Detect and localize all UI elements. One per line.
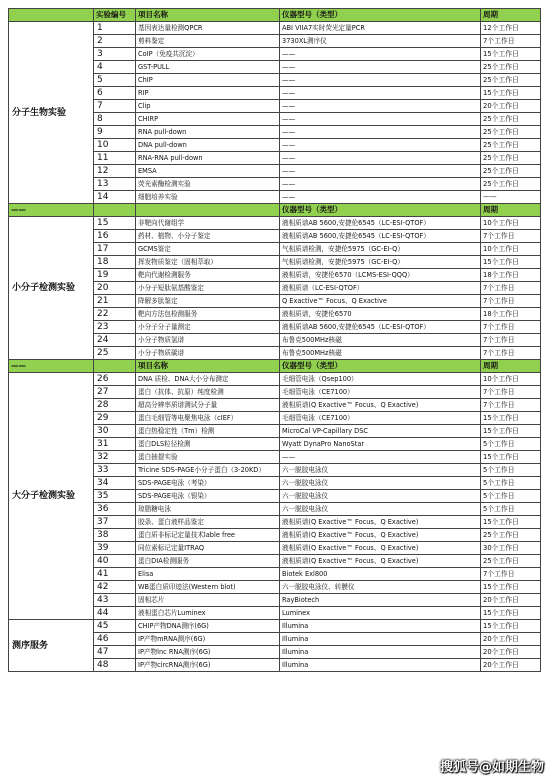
project-name: 靶向代谢检测服务 [136, 269, 280, 282]
project-name: 小分子物质氢谱 [136, 334, 280, 347]
instrument-model: MicroCal VP-Capillary DSC [280, 425, 481, 438]
period: 7个工作日 [481, 35, 541, 48]
instrument-model: —— [280, 113, 481, 126]
project-name: WB蛋白质印迹法(Western blot) [136, 581, 280, 594]
project-name: IP产物mRNA测序(6G) [136, 633, 280, 646]
project-name: DNA pull-down [136, 139, 280, 152]
experiment-number: 16 [94, 230, 136, 243]
watermark: 搜狐号@如期生物 [439, 760, 544, 775]
project-name: 蛋白（抗体、抗原）纯度检测 [136, 386, 280, 399]
instrument-model: 毛细管电泳（CE7100） [280, 412, 481, 425]
project-name: IP产物circRNA测序(6G) [136, 659, 280, 672]
period: 15个工作日 [481, 451, 541, 464]
period: 15个工作日 [481, 581, 541, 594]
experiment-number: 25 [94, 347, 136, 360]
section-header-period: 周期 [481, 204, 541, 217]
period: 10个工作日 [481, 243, 541, 256]
instrument-model: Biotek Exl800 [280, 568, 481, 581]
instrument-model: Wyatt DynaPro NanoStar [280, 438, 481, 451]
experiment-number: 11 [94, 152, 136, 165]
header-project: 项目名称 [136, 9, 280, 22]
period: 25个工作日 [481, 61, 541, 74]
period: 15个工作日 [481, 48, 541, 61]
table-header-row [9, 9, 541, 22]
instrument-model: 液相质谱(Q Exactive™ Focus、Q Exactive) [280, 399, 481, 412]
experiment-number: 24 [94, 334, 136, 347]
instrument-model: —— [280, 126, 481, 139]
project-name: 小分子分子量测定 [136, 321, 280, 334]
project-name: 胶条、蛋白液样品鉴定 [136, 516, 280, 529]
period: 15个工作日 [481, 87, 541, 100]
experiment-number: 36 [94, 503, 136, 516]
instrument-model: —— [280, 191, 481, 204]
period: 5个工作日 [481, 503, 541, 516]
experiment-number: 9 [94, 126, 136, 139]
instrument-model: 液相质谱(Q Exactive™ Focus、Q Exactive) [280, 516, 481, 529]
experiment-number: 30 [94, 425, 136, 438]
instrument-model: 气相质谱检测，安捷伦5975（GC-EI-Q） [280, 256, 481, 269]
experiment-number: 18 [94, 256, 136, 269]
experiment-number: 20 [94, 282, 136, 295]
header-instrument: 仪器型号（类型） [280, 9, 481, 22]
instrument-model: 液相质谱（LC-ESI-QTOF） [280, 282, 481, 295]
service-table [8, 8, 541, 672]
experiment-number: 5 [94, 74, 136, 87]
header-period: 周期 [481, 9, 541, 22]
experiment-number: 43 [94, 594, 136, 607]
project-name: 挥发物质鉴定（固相萃取） [136, 256, 280, 269]
instrument-model: 毛细管电泳（Qsep100） [280, 373, 481, 386]
project-name: 靶向方法包检测服务 [136, 308, 280, 321]
period: 15个工作日 [481, 256, 541, 269]
project-name: 琼脂糖电泳 [136, 503, 280, 516]
category-cell: 分子生物实验 [9, 22, 94, 204]
instrument-model: —— [280, 139, 481, 152]
project-name: 液相蛋白芯片Luminex [136, 607, 280, 620]
period: 18个工作日 [481, 308, 541, 321]
period: 18个工作日 [481, 269, 541, 282]
project-name: Tricine SDS-PAGE小分子蛋白（3-20KD） [136, 464, 280, 477]
table-row [9, 620, 541, 633]
experiment-number: 19 [94, 269, 136, 282]
instrument-model: 液相质谱，安捷伦6570（LCMS-ESI-QQQ） [280, 269, 481, 282]
experiment-number: 37 [94, 516, 136, 529]
project-name: 荧光素酶检测实验 [136, 178, 280, 191]
project-name: RNA-RNA pull-down [136, 152, 280, 165]
period: 15个工作日 [481, 607, 541, 620]
instrument-model: 液相质谱(Q Exactive™ Focus、Q Exactive) [280, 555, 481, 568]
period: 25个工作日 [481, 555, 541, 568]
project-name: ChIP [136, 74, 280, 87]
instrument-model: Illumina [280, 659, 481, 672]
project-name: 超高分辨率质谱测试分子量 [136, 399, 280, 412]
experiment-number: 34 [94, 477, 136, 490]
instrument-model: 六一脱胶电泳仪 [280, 490, 481, 503]
experiment-number: 46 [94, 633, 136, 646]
project-name: CoIP（免疫共沉淀） [136, 48, 280, 61]
period: 5个工作日 [481, 490, 541, 503]
experiment-number: 39 [94, 542, 136, 555]
instrument-model: 液相质谱(Q Exactive™ Focus、Q Exactive) [280, 529, 481, 542]
project-name: 基因表达量检测QPCR [136, 22, 280, 35]
section-header-row [9, 360, 541, 373]
instrument-model: —— [280, 61, 481, 74]
project-name: 小分子物质碳谱 [136, 347, 280, 360]
project-name: 药材、植物、小分子鉴定 [136, 230, 280, 243]
instrument-model: —— [280, 451, 481, 464]
experiment-number: 1 [94, 22, 136, 35]
table-row [9, 217, 541, 230]
project-name: 蛋白毛细管等电聚焦电泳（cIEF） [136, 412, 280, 425]
instrument-model: 液相质谱AB 5600,安捷伦6545（LC-ESI-QTOF） [280, 217, 481, 230]
period: 7个工作日 [481, 399, 541, 412]
experiment-number: 48 [94, 659, 136, 672]
category-cell: 测序服务 [9, 620, 94, 672]
instrument-model: 毛细管电泳（CE7100） [280, 386, 481, 399]
experiment-number: 6 [94, 87, 136, 100]
instrument-model: —— [280, 178, 481, 191]
category-cell: 大分子检测实验 [9, 373, 94, 620]
period: 30个工作日 [481, 542, 541, 555]
period: 12个工作日 [481, 22, 541, 35]
period: 7个工作日 [481, 347, 541, 360]
category-cell: 小分子检测实验 [9, 217, 94, 360]
section-header-instrument: 仪器型号（类型） [280, 204, 481, 217]
section-header-no [94, 360, 136, 373]
period: 7个工作日 [481, 321, 541, 334]
experiment-number: 44 [94, 607, 136, 620]
project-name: EMSA [136, 165, 280, 178]
period: 7个工作日 [481, 568, 541, 581]
period: 25个工作日 [481, 74, 541, 87]
section-header-category: —— [9, 360, 94, 373]
period: 20个工作日 [481, 659, 541, 672]
period: 7个工作日 [481, 334, 541, 347]
experiment-number: 47 [94, 646, 136, 659]
table-row [9, 373, 541, 386]
instrument-model: —— [280, 100, 481, 113]
project-name: 蛋白质非标记定量技术lable free [136, 529, 280, 542]
experiment-number: 38 [94, 529, 136, 542]
instrument-model: —— [280, 152, 481, 165]
project-name: 降解多肽鉴定 [136, 295, 280, 308]
instrument-model: —— [280, 87, 481, 100]
period: 20个工作日 [481, 100, 541, 113]
experiment-number: 28 [94, 399, 136, 412]
experiment-number: 42 [94, 581, 136, 594]
project-name: 蛋白DLS粒径检测 [136, 438, 280, 451]
period: 25个工作日 [481, 152, 541, 165]
instrument-model: Q Exactive™ Focus、Q Exactive [280, 295, 481, 308]
project-name: 固相芯片 [136, 594, 280, 607]
instrument-model: —— [280, 74, 481, 87]
period: 10个工作日 [481, 373, 541, 386]
section-header-no [94, 204, 136, 217]
instrument-model: ABI VIIA7实时荧光定量PCR [280, 22, 481, 35]
period: 25个工作日 [481, 529, 541, 542]
period: 25个工作日 [481, 126, 541, 139]
instrument-model: —— [280, 165, 481, 178]
experiment-number: 29 [94, 412, 136, 425]
period: 20个工作日 [481, 646, 541, 659]
instrument-model: 六一脱胶电泳仪 [280, 477, 481, 490]
period: 15个工作日 [481, 412, 541, 425]
section-header-project: 项目名称 [136, 360, 280, 373]
period: 25个工作日 [481, 113, 541, 126]
project-name: 非靶向代谢组学 [136, 217, 280, 230]
project-name: Clip [136, 100, 280, 113]
experiment-number: 33 [94, 464, 136, 477]
table-row [9, 22, 541, 35]
project-name: GCMS鉴定 [136, 243, 280, 256]
project-name: 剪料鉴定 [136, 35, 280, 48]
experiment-number: 12 [94, 165, 136, 178]
period: 7个工作日 [481, 230, 541, 243]
experiment-number: 23 [94, 321, 136, 334]
section-header-period: 周期 [481, 360, 541, 373]
instrument-model: —— [280, 48, 481, 61]
experiment-number: 2 [94, 35, 136, 48]
period: —— [481, 191, 541, 204]
experiment-number: 41 [94, 568, 136, 581]
experiment-number: 3 [94, 48, 136, 61]
instrument-model: 气相质谱检测，安捷伦5975（GC-EI-Q） [280, 243, 481, 256]
period: 5个工作日 [481, 477, 541, 490]
period: 25个工作日 [481, 139, 541, 152]
period: 7个工作日 [481, 282, 541, 295]
header-category [9, 9, 94, 22]
instrument-model: 六一脱胶电泳仪、转膜仪 [280, 581, 481, 594]
experiment-number: 14 [94, 191, 136, 204]
instrument-model: 六一脱胶电泳仪 [280, 503, 481, 516]
period: 7个工作日 [481, 386, 541, 399]
project-name: SDS-PAGE电泳（银染） [136, 490, 280, 503]
experiment-number: 31 [94, 438, 136, 451]
project-name: DNA 质检、DNA大小分布测定 [136, 373, 280, 386]
section-header-instrument: 仪器型号（类型） [280, 360, 481, 373]
experiment-number: 26 [94, 373, 136, 386]
instrument-model: 布鲁克500MHz核磁 [280, 347, 481, 360]
experiment-number: 17 [94, 243, 136, 256]
instrument-model: 液相质谱AB 5600,安捷伦6545（LC-ESI-QTOF） [280, 321, 481, 334]
project-name: 蛋白DIA检测服务 [136, 555, 280, 568]
project-name: 细胞培养实验 [136, 191, 280, 204]
project-name: GST-PULL [136, 61, 280, 74]
project-name: 小分子短肽氨基酸鉴定 [136, 282, 280, 295]
experiment-number: 22 [94, 308, 136, 321]
project-name: 蛋白抽提实验 [136, 451, 280, 464]
experiment-number: 32 [94, 451, 136, 464]
instrument-model: 液相质谱AB 5600,安捷伦6545（LC-ESI-QTOF） [280, 230, 481, 243]
experiment-number: 10 [94, 139, 136, 152]
period: 5个工作日 [481, 438, 541, 451]
instrument-model: 液相质谱(Q Exactive™ Focus、Q Exactive) [280, 542, 481, 555]
project-name: 同位素标记定量ITRAQ [136, 542, 280, 555]
section-header-row [9, 204, 541, 217]
instrument-model: Luminex [280, 607, 481, 620]
project-name: IP产物lnc RNA测序(6G) [136, 646, 280, 659]
experiment-number: 13 [94, 178, 136, 191]
project-name: SDS-PAGE电泳（考染） [136, 477, 280, 490]
experiment-number: 7 [94, 100, 136, 113]
experiment-number: 8 [94, 113, 136, 126]
project-name: CHIRP [136, 113, 280, 126]
period: 20个工作日 [481, 594, 541, 607]
project-name: CHIP产物DNA测序(6G) [136, 620, 280, 633]
period: 20个工作日 [481, 633, 541, 646]
instrument-model: RayBiotech [280, 594, 481, 607]
instrument-model: 布鲁克500MHz核磁 [280, 334, 481, 347]
experiment-number: 21 [94, 295, 136, 308]
header-no: 实验编号 [94, 9, 136, 22]
period: 7个工作日 [481, 295, 541, 308]
experiment-number: 40 [94, 555, 136, 568]
period: 25个工作日 [481, 165, 541, 178]
experiment-number: 4 [94, 61, 136, 74]
period: 15个工作日 [481, 620, 541, 633]
instrument-model: Illumina [280, 620, 481, 633]
section-header-project [136, 204, 280, 217]
instrument-model: 液相质谱，安捷伦6570 [280, 308, 481, 321]
experiment-number: 35 [94, 490, 136, 503]
experiment-number: 27 [94, 386, 136, 399]
period: 25个工作日 [481, 178, 541, 191]
project-name: RNA pull-down [136, 126, 280, 139]
instrument-model: Illumina [280, 646, 481, 659]
experiment-number: 15 [94, 217, 136, 230]
experiment-number: 45 [94, 620, 136, 633]
project-name: RIP [136, 87, 280, 100]
period: 15个工作日 [481, 516, 541, 529]
period: 5个工作日 [481, 464, 541, 477]
period: 10个工作日 [481, 217, 541, 230]
section-header-category: —— [9, 204, 94, 217]
instrument-model: 3730XL测序仪 [280, 35, 481, 48]
period: 15个工作日 [481, 425, 541, 438]
instrument-model: 六一脱胶电泳仪 [280, 464, 481, 477]
project-name: 蛋白热稳定性（Tm）检测 [136, 425, 280, 438]
instrument-model: Illumina [280, 633, 481, 646]
project-name: Elisa [136, 568, 280, 581]
